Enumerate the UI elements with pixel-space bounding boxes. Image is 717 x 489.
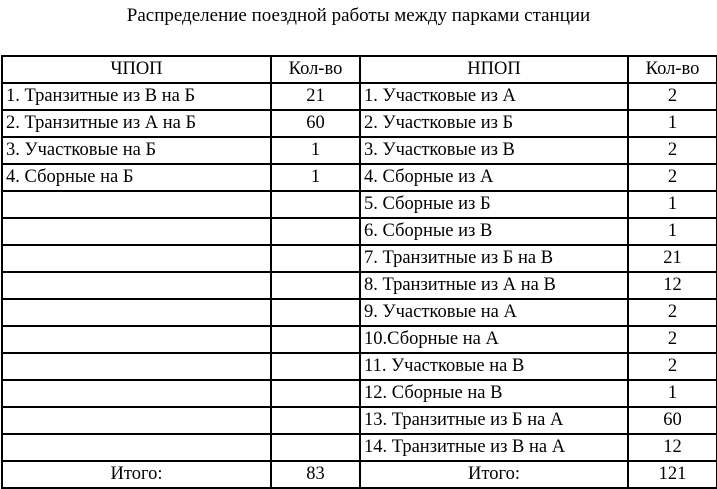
table-row: [2, 272, 717, 299]
left-empty-cell: [271, 353, 360, 380]
right-count-cell: 1: [628, 191, 717, 218]
left-empty-cell: [271, 380, 360, 407]
right-count-cell: 2: [628, 83, 717, 110]
right-count-cell: 21: [628, 245, 717, 272]
right-count-cell: 2: [628, 299, 717, 326]
totals-row: [2, 461, 717, 488]
right-count-cell: 1: [628, 218, 717, 245]
table-row: [2, 299, 717, 326]
left-empty-cell: [2, 380, 271, 407]
left-count-cell: 60: [271, 110, 360, 137]
right-count-cell: 2: [628, 353, 717, 380]
distribution-table: [1, 55, 717, 489]
table-row: [2, 245, 717, 272]
table-row: [2, 110, 717, 137]
left-empty-cell: [2, 272, 271, 299]
left-empty-cell: [271, 407, 360, 434]
right-name-cell: 5. Сборные из Б: [360, 191, 628, 218]
page-title: Распределение поездной работы между парками станции: [126, 5, 591, 26]
left-empty-cell: [271, 326, 360, 353]
left-name-cell: 2. Транзитные из А на Б: [2, 110, 271, 137]
left-empty-cell: [271, 191, 360, 218]
table-row: [2, 353, 717, 380]
header-right-name: НПОП: [360, 56, 628, 83]
table-header-row: [2, 56, 717, 83]
right-name-cell: 2. Участковые из Б: [360, 110, 628, 137]
left-empty-cell: [2, 299, 271, 326]
left-empty-cell: [271, 434, 360, 461]
table-row: [2, 434, 717, 461]
right-count-cell: 1: [628, 380, 717, 407]
right-name-cell: 4. Сборные из А: [360, 164, 628, 191]
table-row: [2, 326, 717, 353]
left-name-cell: 1. Транзитные из В на Б: [2, 83, 271, 110]
table-row: [2, 164, 717, 191]
right-total-value: 121: [628, 461, 717, 488]
right-name-cell: 14. Транзитные из В на А: [360, 434, 628, 461]
table-row: [2, 407, 717, 434]
right-name-cell: 3. Участковые из В: [360, 137, 628, 164]
right-name-cell: 12. Сборные на В: [360, 380, 628, 407]
left-total-label: Итого:: [2, 461, 271, 488]
table-row: [2, 218, 717, 245]
right-name-cell: 11. Участковые на В: [360, 353, 628, 380]
left-empty-cell: [271, 272, 360, 299]
left-empty-cell: [2, 218, 271, 245]
right-name-cell: 13. Транзитные из Б на А: [360, 407, 628, 434]
table-row: [2, 191, 717, 218]
right-name-cell: 9. Участковые на А: [360, 299, 628, 326]
left-empty-cell: [271, 218, 360, 245]
right-count-cell: 60: [628, 407, 717, 434]
right-name-cell: 6. Сборные из В: [360, 218, 628, 245]
left-empty-cell: [2, 353, 271, 380]
right-count-cell: 1: [628, 110, 717, 137]
table-row: [2, 137, 717, 164]
header-right-count: Кол-во: [628, 56, 717, 83]
left-name-cell: 3. Участковые на Б: [2, 137, 271, 164]
left-name-cell: 4. Сборные на Б: [2, 164, 271, 191]
right-count-cell: 12: [628, 434, 717, 461]
left-count-cell: 21: [271, 83, 360, 110]
right-total-label: Итого:: [360, 461, 628, 488]
right-count-cell: 12: [628, 272, 717, 299]
left-empty-cell: [2, 434, 271, 461]
left-empty-cell: [2, 407, 271, 434]
left-empty-cell: [2, 326, 271, 353]
header-left-count: Кол-во: [271, 56, 360, 83]
left-total-value: 83: [271, 461, 360, 488]
right-name-cell: 8. Транзитные из А на В: [360, 272, 628, 299]
left-empty-cell: [271, 299, 360, 326]
left-count-cell: 1: [271, 164, 360, 191]
right-name-cell: 7. Транзитные из Б на В: [360, 245, 628, 272]
left-empty-cell: [2, 191, 271, 218]
right-count-cell: 2: [628, 326, 717, 353]
right-count-cell: 2: [628, 164, 717, 191]
left-count-cell: 1: [271, 137, 360, 164]
right-count-cell: 2: [628, 137, 717, 164]
table-row: [2, 83, 717, 110]
left-empty-cell: [2, 245, 271, 272]
right-name-cell: 1. Участковые из А: [360, 83, 628, 110]
header-left-name: ЧПОП: [2, 56, 271, 83]
left-empty-cell: [271, 245, 360, 272]
right-name-cell: 10.Сборные на А: [360, 326, 628, 353]
table-row: [2, 380, 717, 407]
